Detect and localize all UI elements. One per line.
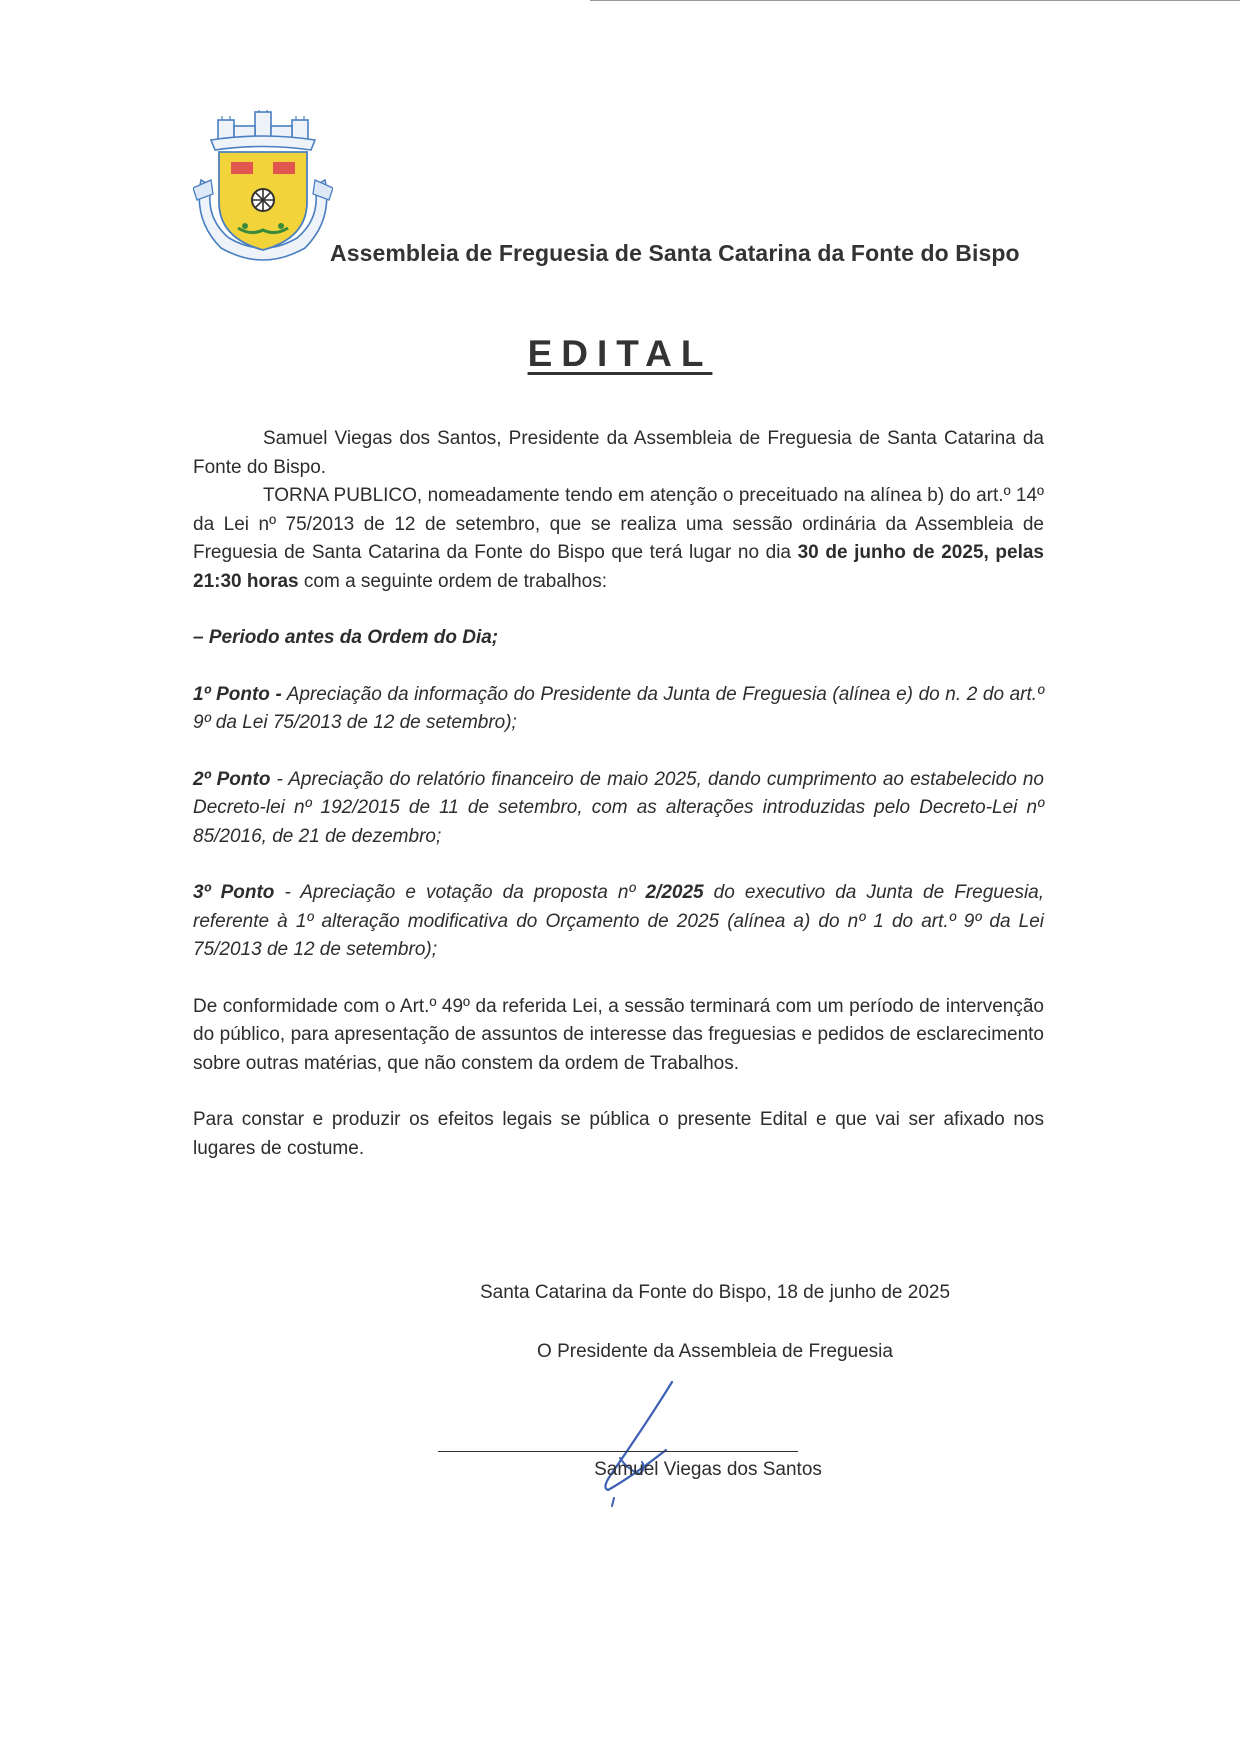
period-item: – Periodo antes da Ordem do Dia;	[193, 627, 499, 648]
agenda-item-3	[193, 879, 1044, 965]
scan-edge-line	[590, 0, 1240, 1]
document-title: EDITAL	[527, 333, 713, 374]
agenda-item-2-text: - Apreciação do relatório financeiro de maio 2025, dando cumprimento ao estabelecido no Decreto-lei nº 192/2015 de 11 de setembro, com as alterações introduzidas pelo Decreto-Lei nº 85/2016, de 21 de dezembro;	[193, 768, 1044, 847]
agenda-item-3-text-end: do executivo da Junta de Freguesia, referente à 1º alteração modificativa do Orçamento de 2025 (alínea a) do nº 1 do art.º 9º da Lei 75/2013 de 12 de setembro);	[193, 882, 1045, 960]
public-intervention-paragraph: De conformidade com o Art.º 49º da referida Lei, a sessão terminará com um período de intervenção do público, para apresentação de assuntos de interesse das freguesias e pedidos de esclarecimento sobre outras matérias, que não constem da ordem de Trabalhos.	[193, 995, 1044, 1074]
session-datetime: 30 de junho de 2025, pelas 21:30 horas	[193, 542, 1044, 592]
agenda-item-1-text: Apreciação da informação do Presidente da Junta de Freguesia (alínea e) do n. 2 do art.º 9º da Lei 75/2013 de 12 de setembro);	[193, 683, 1045, 733]
publication-paragraph: Para constar e produzir os efeitos legais se pública o presente Edital e que vai ser afixado nos lugares de costume.	[193, 1109, 1044, 1159]
announcement-text-end: com a seguinte ordem de trabalhos:	[298, 570, 608, 592]
agenda-item-3-label: 3º Ponto	[193, 882, 275, 903]
agenda-item-3-text: - Apreciação e votação da proposta nº	[274, 882, 646, 903]
agenda-item-2-label: 2º Ponto	[193, 768, 271, 790]
signatory-name: Samuel Viegas dos Santos	[594, 1459, 822, 1480]
signature-line	[438, 1451, 798, 1452]
agenda-item-1	[193, 681, 1044, 738]
intro-paragraph: Samuel Viegas dos Santos, Presidente da Assembleia de Freguesia de Santa Catarina da Fonte do Bispo.	[193, 428, 1044, 478]
place-date: Santa Catarina da Fonte do Bispo, 18 de junho de 2025	[479, 1282, 951, 1303]
document-body	[193, 425, 1044, 1163]
signatory-role: O Presidente da Assembleia de Freguesia	[537, 1341, 893, 1362]
handwritten-signature-icon	[590, 1378, 680, 1508]
announcement-paragraph	[193, 482, 1044, 596]
organization-title: Assembleia de Freguesia de Santa Catarina da Fonte do Bispo	[330, 240, 1020, 266]
announcement-text: TORNA PUBLICO, nomeadamente tendo em atenção o preceituado na alínea b) do art.º 14º da Lei nº 75/2013 de 12 de setembro, que se realiza uma sessão ordinária da Assembleia de Freguesia de Santa Catarina da Fonte do Bispo que terá lugar no dia	[193, 485, 1044, 563]
proposal-number: 2/2025	[645, 882, 704, 903]
agenda-item-2	[193, 766, 1044, 852]
agenda-item-1-label: 1º Ponto -	[193, 683, 282, 705]
coat-of-arms-icon	[193, 110, 333, 265]
